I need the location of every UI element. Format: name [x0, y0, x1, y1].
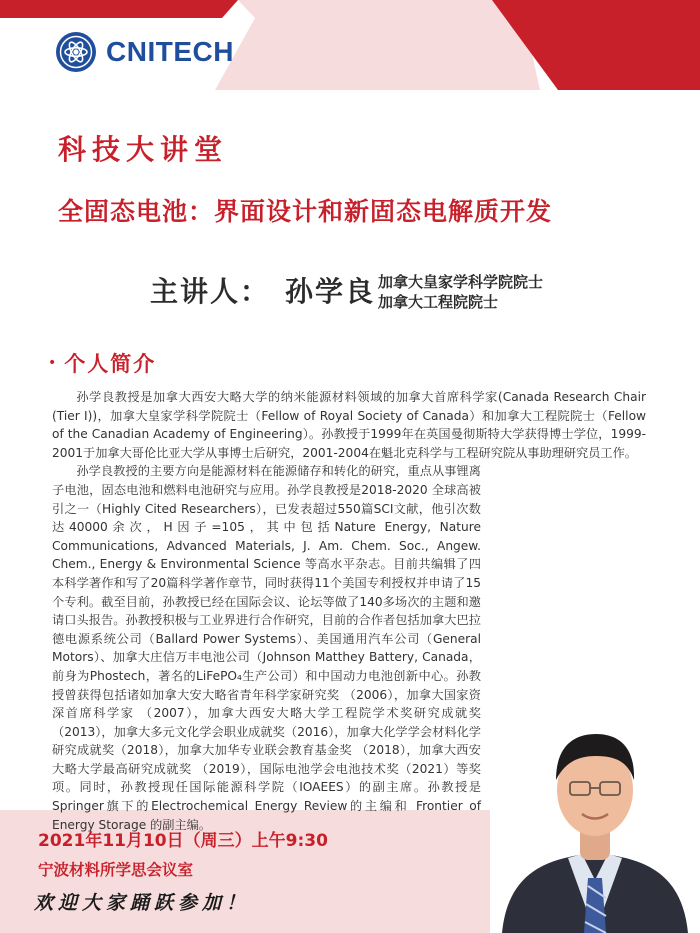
logo-text: CNITECH [106, 36, 234, 67]
brand-logo [54, 30, 234, 74]
top-pink-band [215, 0, 540, 90]
series-title: 科技大讲堂 [58, 133, 229, 166]
talk-title: 全固态电池：界面设计和新固态电解质开发 [58, 197, 553, 226]
bullet-icon: • [48, 355, 57, 371]
event-date-time: 2021年11月10日（周三）上午9:30 [38, 831, 328, 851]
section-heading [48, 348, 156, 378]
speaker-honor-1: 加拿大皇家学科学院院士 [378, 273, 544, 291]
bio-paragraph-2: 孙学良教授的主要方向是能源材料在能源储存和转化的研究，重点从事锂离子电池，固态电池和燃料电池研究与应用。孙学良教授是2018-2020 全球高被引之一（Highly Cited Researchers），已发表超过550篇SCI文献，他引次数达40000余次，H因子=105，其中包括Nature Energy, Nature Communications, Advanced Materials, J. Am. Chem. Soc., Angew. Chem., Energy & Environmental Science 等高水平杂志。目前共编辑了四本科学著作和写了20篇科学著作章节，同时获得11个美国专利授权并申请了15个专利。截至目前，孙教授已经在国际会议、论坛等做了140多场次的主题和邀请口头报告。孙教授积极与工业界进行合作研究，目前的合作者包括加拿大巴拉德电源系统公司（Ballard Power Systems）、美国通用汽车公司（General Motors）、加拿大庄信万丰电池公司（Johnson Matthey Battery, Canada，前身为Phostech，著名的LiFePO₄生产公司）和中国动力电池创新中心。孙教授曾获得包括诸如加拿大安大略省青年科学家研究奖 （2006），加拿大国家资深首席科学家 （2007），加拿大西安大略大学工程院学术奖研究成就奖 （2013），加拿大多元文化学会职业成就奖（2016），加拿大化学学会材料化学研究成就奖（2018），加拿大加华专业联会教育基金奖 （2018），加拿大西安大略大学最高研究成就奖 （2019），国际电池学会电池技术奖（2021）等奖项。同时，孙教授现任国际能源科学院（IOAEES）的副主席。孙教授是Springer旗下的Electrochemical Energy Review的主编和 Frontier of Energy Storage 的副主编。 [52, 464, 481, 832]
speaker-photo [490, 708, 700, 933]
speaker-label: 主讲人： [150, 275, 271, 308]
speaker-honor-2: 加拿大工程院院士 [378, 293, 499, 311]
bio-paragraph-1: 孙学良教授是加拿大西安大略大学的纳米能源材料领域的加拿大首席科学家(Canada Research Chair (Tier I))，加拿大皇家学科学院院士（Fellow of Royal Society of Canada）和加拿大工程院院士（Fellow of the Canadian Academy of Engineering）。孙教授于1999年在英国曼彻斯特大学获得博士学位，1999-2001于加拿大哥伦比亚大学从事博士后研究，2001-2004在魁北克科学与工程研究院从事助理研究员工作。 [52, 390, 646, 460]
speaker-name: 孙学良 [285, 275, 376, 308]
section-title: 个人简介 [64, 352, 157, 376]
welcome-message: 欢迎大家踊跃参加！ [34, 892, 251, 914]
atom-emblem-icon [54, 30, 98, 74]
top-left-red-band [0, 0, 238, 18]
event-venue: 宁波材料所学思会议室 [38, 861, 194, 879]
